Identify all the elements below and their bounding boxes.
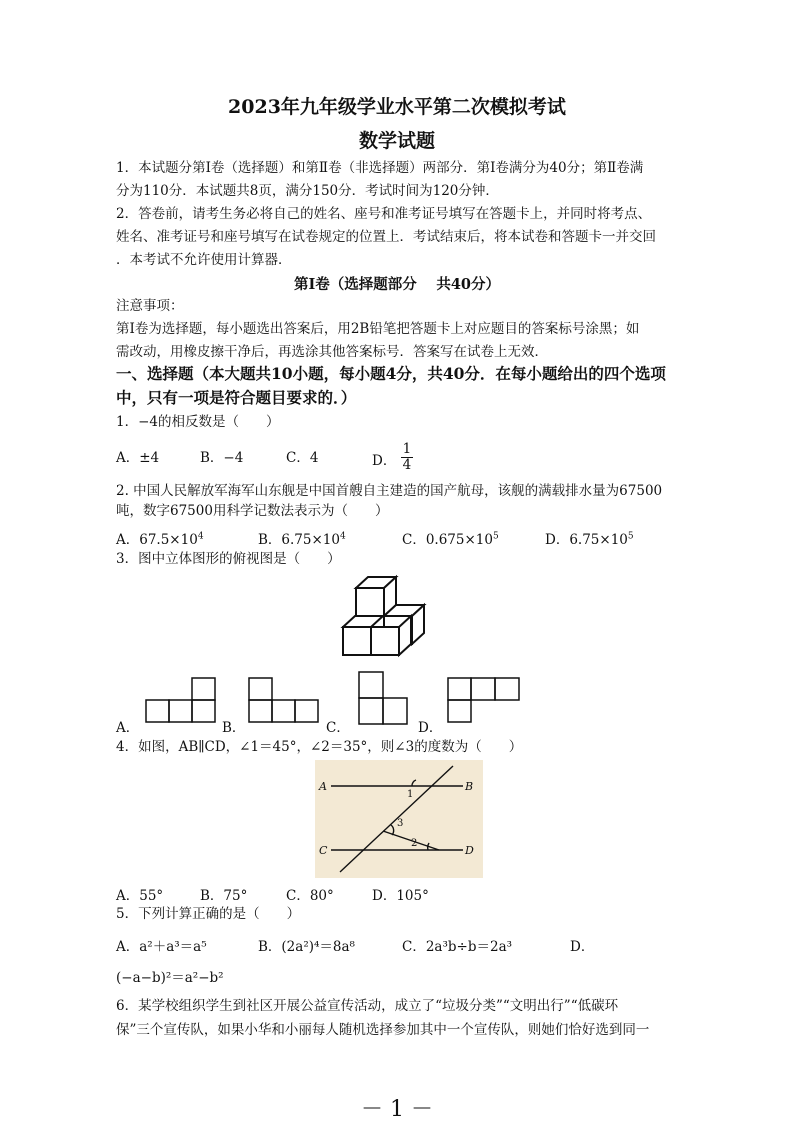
option-b: B． — [222, 720, 246, 736]
notice-label: 注意事项： — [116, 298, 184, 314]
option-a: A．$67.5\times 10^4$ — [116, 531, 204, 548]
angle-3-label: 3 — [397, 818, 404, 829]
part-heading: 一、选择题（本大题共10小题，每小题4分，共40分．在每小题给出的四个选项 — [116, 364, 666, 383]
angle-2-label: 2 — [411, 838, 418, 849]
option-c: C．4 — [286, 450, 319, 466]
option-a: A．a²＋a³＝a⁵ — [116, 939, 207, 955]
option-a: A．55° — [116, 888, 164, 904]
option-a: A．±4 — [116, 450, 160, 466]
option-d-figure — [447, 676, 523, 724]
option-d: D．$6.75\times 10^5$ — [545, 531, 634, 548]
option-b: B．(2a²)⁴＝8a⁸ — [258, 939, 355, 955]
option-c: C． — [326, 720, 350, 736]
option-b: B．−4 — [200, 450, 244, 466]
option-b: B．75° — [200, 888, 248, 904]
fraction: $\frac{1}{4}$ — [402, 441, 412, 473]
option-d: D． $\frac{1}{4}$ — [372, 441, 412, 473]
question-stem: 4．如图，AB∥CD，∠1＝45°，∠2＝35°，则∠3的度数为（ ） — [116, 739, 523, 755]
option-c: C．$0.675\times 10^5$ — [402, 531, 499, 548]
instruction-line: 姓名、准考证号和座号填写在试卷规定的位置上．考试结束后，将本试卷和答题卡一并交回 — [116, 229, 656, 245]
option-a-figure — [145, 676, 220, 724]
angle-1-label: 1 — [407, 789, 414, 800]
question-stem: 3．图中立体图形的俯视图是（ ） — [116, 551, 341, 567]
point-b-label: B — [465, 780, 474, 793]
point-d-label: D — [465, 844, 474, 857]
point-c-label: C — [319, 844, 328, 857]
option-b: B．$6.75\times 10^4$ — [258, 531, 346, 548]
point-a-label: A — [319, 780, 327, 793]
instruction-line: 分为110分．本试题共8页，满分150分．考试时间为120分钟． — [116, 183, 499, 199]
parallel-lines-figure — [315, 760, 483, 878]
option-d: D． — [418, 720, 443, 736]
page-title: 2023年九年级学业水平第二次模拟考试 — [228, 96, 566, 118]
option-d: D． — [570, 939, 595, 955]
page-number: － 1 － — [361, 1097, 433, 1122]
option-a: A． — [116, 720, 140, 736]
question-stem: 6．某学校组织学生到社区开展公益宣传活动，成立了“垃圾分类”“文明出行”“低碳环 — [116, 998, 619, 1014]
question-stem: 1．−4的相反数是（ ） — [116, 414, 280, 430]
notice-line: 需改动，用橡皮擦干净后，再选涂其他答案标号．答案写在试卷上无效． — [116, 344, 548, 360]
question-stem: 保”三个宣传队，如果小华和小丽每人随机选择参加其中一个宣传队，则她们恰好选到同一 — [116, 1022, 650, 1038]
question-stem: 5．下列计算正确的是（ ） — [116, 906, 301, 922]
question-stem: 吨，数字67500用科学记数法表示为（ ） — [116, 503, 389, 519]
page-subtitle: 数学试题 — [358, 130, 435, 152]
section-title: 第Ⅰ卷（选择题部分 共40分） — [293, 276, 500, 293]
notice-line: 第Ⅰ卷为选择题，每小题选出答案后，用2B铅笔把答题卡上对应题目的答案标号涂黑；如 — [116, 321, 640, 337]
option-c: C．80° — [286, 888, 334, 904]
option-d: D．105° — [372, 888, 429, 904]
part-heading: 中，只有一项是符合题目要求的．） — [116, 388, 357, 407]
option-b-figure — [248, 676, 323, 724]
solid-figure — [340, 574, 450, 664]
instruction-line: ．本考试不允许使用计算器． — [116, 252, 292, 268]
question-stem: 2. 中国人民解放军海军山东舰是中国首艘自主建造的国产航母，该舰的满载排水量为67500 — [116, 483, 663, 499]
option-c-figure — [358, 668, 410, 728]
instruction-line: 1．本试题分第Ⅰ卷（选择题）和第Ⅱ卷（非选择题）两部分．第Ⅰ卷满分为40分；第Ⅱ卷满 — [116, 160, 644, 176]
instruction-line: 2．答卷前，请考生务必将自己的姓名、座号和准考证号填写在答题卡上，并同时将考点、 — [116, 206, 652, 222]
option-d-expression: (−a−b)²＝a²−b² — [116, 970, 224, 986]
option-c: C．2a³b÷b＝2a³ — [402, 939, 513, 955]
